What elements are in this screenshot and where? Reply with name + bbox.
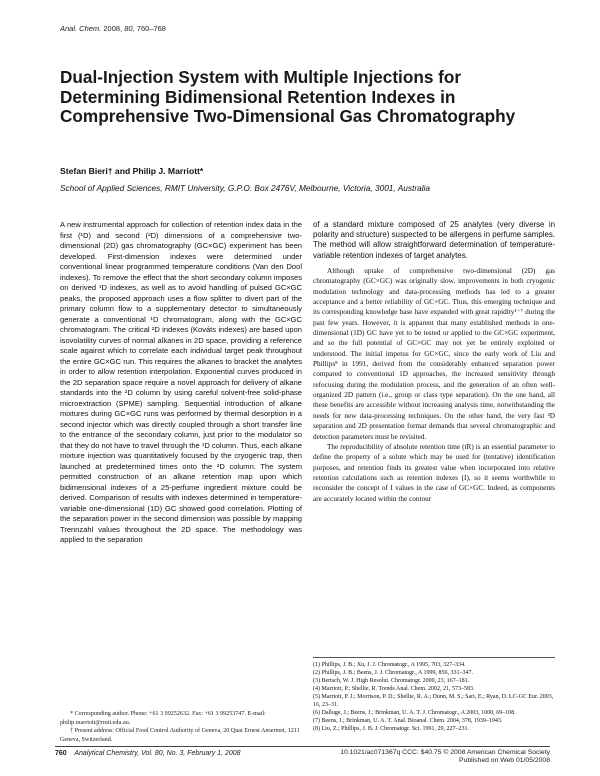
footer-right — [300, 749, 550, 765]
affiliation: School of Applied Sciences, RMIT University, G.P.O. Box 2476V, Melbourne, Victoria, 3001, Australia — [60, 183, 431, 193]
footnotes — [60, 710, 302, 744]
reference-item: (3) Bertsch, W. J. High Resolut. Chromatogr. 2000, 23, 167–181. — [313, 678, 470, 684]
references — [313, 657, 555, 733]
page-number: 760 — [55, 750, 67, 757]
footer-divider — [55, 746, 550, 747]
footnote-corresponding-author: * Corresponding author. Phone: +61 3 99252632. Fax: +61 3 99253747. E-mail: philip.marriott@rmit.edu.au. — [60, 711, 266, 726]
journal-issue-info: Analytical Chemistry, Vol. 80, No. 3, February 1, 2008 — [74, 750, 241, 757]
authors: Stefan Bieri† and Philip J. Marriott* — [60, 166, 204, 176]
doi-copyright: 10.1021/ac071367q CCC: $40.75 © 2008 American Chemical Society — [340, 749, 550, 756]
citation-pages: 760–768 — [136, 24, 166, 33]
reference-item: (2) Phillips, J. B.; Beens, J. J. Chromatogr., A 1999, 856, 331–347. — [313, 670, 474, 676]
citation-journal: Anal. Chem. — [60, 24, 102, 33]
body-text — [313, 266, 555, 504]
reference-item: (5) Marriott, P. J.; Morrison, P. D.; Shellie, R. A.; Dunn, M. S.; Sari, E.; Ryan, D. LC-GC Eur. 2003, 16, 23–31. — [313, 694, 554, 708]
reference-item: (4) Marriott, P.; Shellie, R. Trends Anal. Chem. 2002, 21, 573–583. — [313, 686, 475, 692]
footnote-present-address: † Present address: Official Food Control Authority of Geneva, 20 Quai Ernest Ansermet, 1211 Geneva, Switzerland. — [60, 728, 300, 743]
footer-left — [55, 750, 241, 757]
abstract-continuation: of a standard mixture composed of 25 analytes (very diverse in polarity and structure) suspected to be allergens in perfume samples. The method will allow straightforward determination of temperature-variable retention indexes of target analytes. — [313, 220, 555, 260]
citation-volume: 80, — [124, 24, 135, 33]
article-title: Dual-Injection System with Multiple Injections for Determining Bidimensional Retention Indexes in Comprehensive Two-Dimensional Gas Chromatography — [60, 67, 516, 126]
citation-year: 2008, — [103, 24, 123, 33]
reference-item: (6) Dalluge, J.; Beens, J.; Brinkman, U. A. T. J. Chromatogr., A 2003, 1000, 69–108. — [313, 710, 516, 716]
journal-citation — [60, 24, 166, 33]
abstract: A new instrumental approach for collection of retention index data in the first (¹D) and second (²D) dimensions of a comprehensive two-dimensional (2D) gas chromatography (GC×GC) experiment has been developed. First-dimension indexes were determined under conventional linear programmed temperature conditions (Van den Dool indexes). To remove the effect that the short secondary column imposes on derived ¹D indexes, as well as to avoid handling of pulsed GC×GC peaks, the proposed approach uses a flow splitter to divert part of the primary column flow to a supplementary detector to simultaneously generate a conventional ¹D chromatogram, along with the GC×GC chromatogram. The critical ²D indexes (Kováts indexes) are based upon isovolatility curves of normal alkanes in 2D space, providing a reference scale against which to correlate each individual target peak throughout the entire GC×GC run. This requires the alkanes to bracket the analytes in order to allow retention interpolation. Exponential curves produced in the 2D separation space require a novel approach for delivery of alkane standards into the ²D column by using careful solvent-free solid-phase microextraction (SPME) sampling. Sequential introduction of alkane mixtures during GC×GC runs was performed by thermal desorption in a second injector which was directly coupled through a short transfer line to the entrance of the secondary column, just prior to the modulator so that they do not have to travel through the ¹D column. Thus, each alkane mixture injection was quantitatively focused by the cryogenic trap, then launched at predetermined times onto the ²D column. The system permitted construction of an alkane retention map upon which bidimensional indexes of a 25-perfume ingredient mixture could be derived. Comparison of results with indexes determined in temperature-variable one-dimensional (1D) GC showed good correlation. Plotting of the separation power in the second dimension was possible by mapping Trennzahl values throughout the 2D space. The methodology was applied to the separation — [60, 220, 302, 545]
reference-item: (1) Phillips, J. B.; Xu, J. J. Chromatogr., A 1995, 703, 327–334. — [313, 662, 466, 668]
body-paragraph: The reproducibility of absolute retention time (tR) is an essential parameter to define the property of a solute which may be used for (tentative) identification purposes, and retention finds its greatest value when incorporated into relative retention calculations such as retention indexes (I), so it seems worthwhile to reconsider the concept of I values in the case of GC×GC. Indeed, as components are accurately located within the contour — [313, 442, 555, 503]
publication-date: Published on Web 01/05/2008 — [459, 757, 550, 765]
reference-item: (7) Beens, J.; Brinkman, U. A. T. Anal. Bioanal. Chem. 2004, 378, 1939–1943. — [313, 718, 503, 724]
body-paragraph: Although uptake of comprehensive two-dimensional (2D) gas chromatography (GC×GC) was originally slow, improvements in both cryogenic modulation technology and data-processing methods has led to a greater acceptance and a better reliability of GC×GC. Thus, this emerging technique and its corresponding knowledge base have expanded with great rapidity¹⁻⁷ during the past few years. However, it is apparent that many established methods in one-dimensional (1D) GC have yet to be tested or applied to the GC×GC experiment, and so the full potential of GC×GC may not yet be entirely exploited or understood. The initial impetus for GC×GC, since the early work of Liu and Phillips⁸ in 1991, derived from the considerably enhanced separation power compared to conventional 1D approaches, the increased sensitivity through refocusing during the modulation process, and the generation of an often well-organized 2D pattern (i.e., group or class type separation). On the one hand, all these benefits are accessible without increasing analysis time, notwithstanding the needs for new data-processing techniques. On the other hand, the very fast ²D separation and 2D presentation format demands that several chromatographic and detection parameters must be revisited. — [313, 267, 555, 441]
reference-item: (8) Liu, Z.; Phillips, J. B. J. Chromatogr. Sci. 1991, 29, 227–231. — [313, 726, 470, 732]
